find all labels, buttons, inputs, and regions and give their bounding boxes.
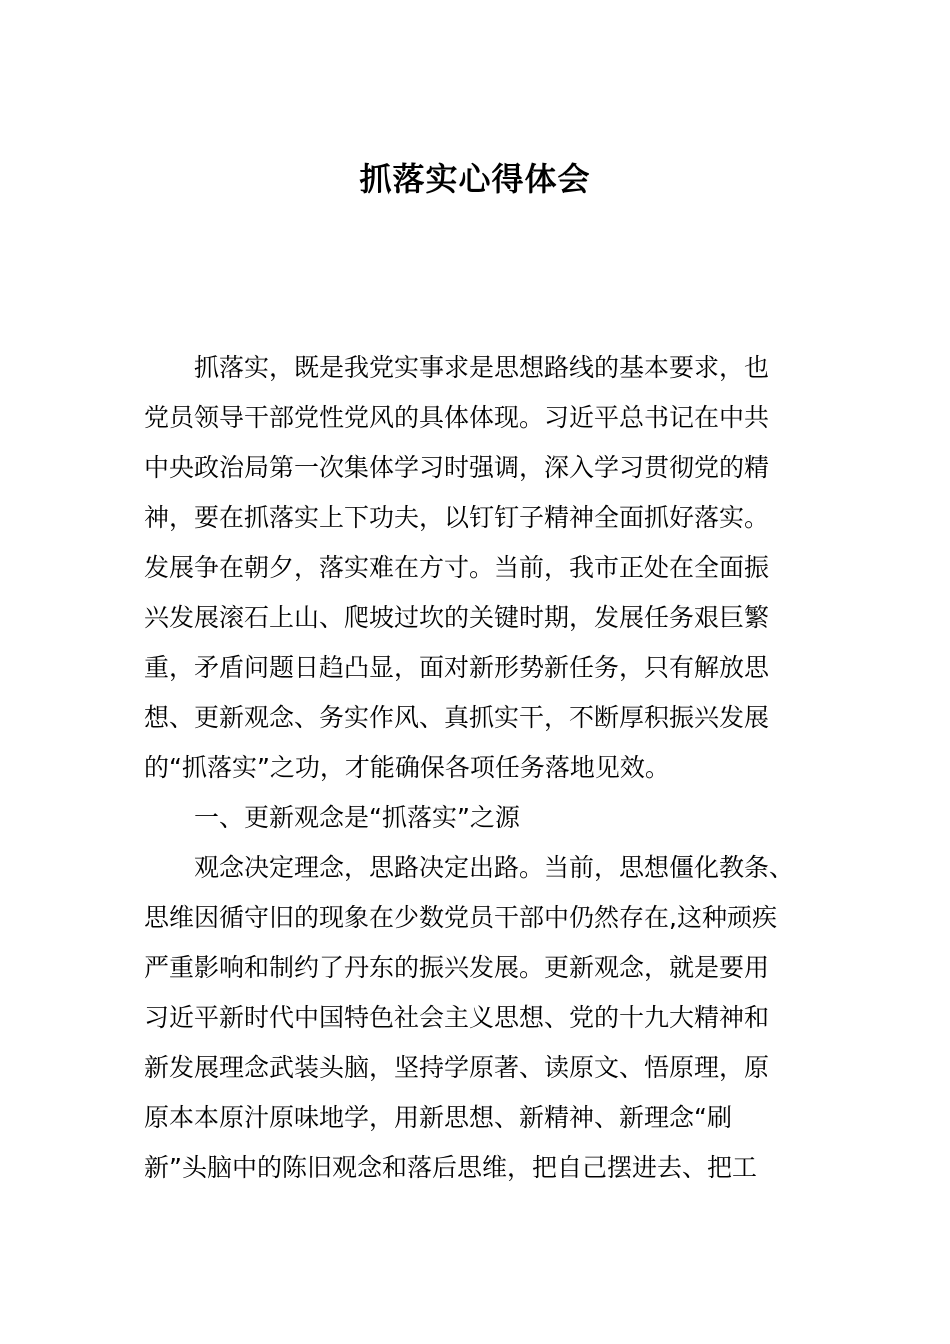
paragraph-line: 抓落实，既是我党实事求是思想路线的基本要求，也 [194, 353, 770, 382]
document-body [144, 343, 812, 1193]
paragraph-line: 新”头脑中的陈旧观念和落后思维，把自己摆进去、把工 [144, 1153, 757, 1182]
paragraph-line: 严重影响和制约了丹东的振兴发展。更新观念，就是要用 [144, 953, 770, 982]
paragraph-line: 中央政治局第一次集体学习时强调，深入学习贯彻党的精 [144, 453, 770, 482]
paragraph-line: 发展争在朝夕，落实难在方寸。当前，我市正处在全面振 [144, 553, 770, 582]
paragraph-line: 观念决定理念，思路决定出路。当前，思想僵化教条、 [194, 853, 795, 882]
paragraph-line: 兴发展滚石上山、爬坡过坎的关键时期，发展任务艰巨繁 [144, 603, 770, 632]
paragraph-line: 的“抓落实”之功，才能确保各项任务落地见效。 [144, 753, 670, 782]
paragraph-line: 神，要在抓落实上下功夫，以钉钉子精神全面抓好落实。 [144, 503, 770, 532]
document-title: 抓落实心得体会 [359, 160, 591, 198]
paragraph-line: 想、更新观念、务实作风、真抓实干，不断厚积振兴发展 [144, 703, 770, 732]
paragraph-line: 重，矛盾问题日趋凸显，面对新形势新任务，只有解放思 [144, 653, 770, 682]
paragraph-line: 思维因循守旧的现象在少数党员干部中仍然存在,这种顽疾 [144, 903, 777, 932]
paragraph-line: 新发展理念武装头脑，坚持学原著、读原文、悟原理，原 [144, 1053, 770, 1082]
paragraph-line: 原本本原汁原味地学，用新思想、新精神、新理念“刷 [144, 1103, 732, 1132]
paragraph-line: 习近平新时代中国特色社会主义思想、党的十九大精神和 [144, 1003, 770, 1032]
section-heading: 一、更新观念是“抓落实”之源 [194, 803, 520, 832]
paragraph-line: 党员领导干部党性党风的具体体现。习近平总书记在中共 [144, 403, 770, 432]
